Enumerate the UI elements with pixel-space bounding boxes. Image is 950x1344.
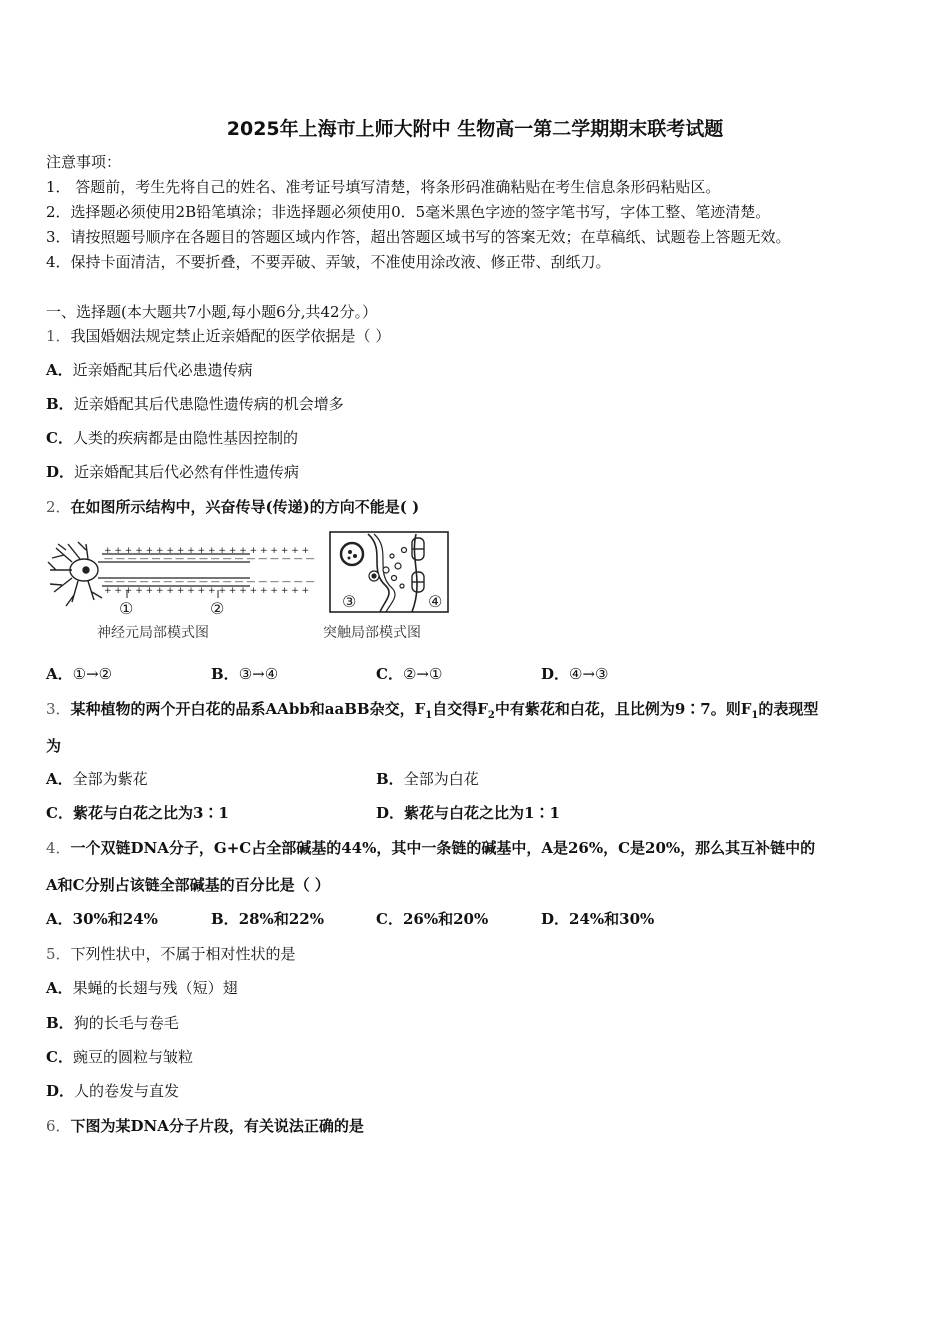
svg-text:— — — — — — — — — — — — — — —: — — — — — — — — — — — — — — — — — — — [104, 554, 315, 564]
question-stem: 在如图所示结构中，兴奋传导(传递)的方向不能是( ) — [70, 498, 420, 516]
question-number: 3． — [46, 700, 71, 718]
q3-option-a[interactable]: A．全部为紫花 — [46, 770, 148, 788]
neuron-diagram — [44, 540, 315, 620]
mitochondrion — [341, 543, 363, 565]
synapse-diagram — [328, 530, 450, 614]
fig2-caption: 突触局部模式图 — [323, 625, 421, 641]
q4-option-d[interactable]: D．24%和30% — [541, 910, 655, 928]
q2-option-d[interactable]: D．④→③ — [541, 665, 609, 683]
q1-option-b[interactable]: B．近亲婚配其后代患隐性遗传病的机会增多 — [46, 395, 344, 413]
svg-text:+ + + + + + + + + + + + + + +: + + + + + + + + + + + + + + + + + + + + — [104, 546, 310, 556]
svg-text:— — — — — — — — — — — — — — —: — — — — — — — — — — — — — — — — — — — [104, 577, 315, 587]
question-stem: 我国婚姻法规定禁止近亲婚配的医学依据是（ ） — [70, 327, 391, 345]
q5-option-a[interactable]: A．果蝇的长翅与残（短）翅 — [46, 979, 238, 997]
q5-option-d[interactable]: D．人的卷发与直发 — [46, 1082, 180, 1100]
neuron-cell-body — [48, 542, 102, 606]
q1-option-d[interactable]: D．近亲婚配其后代必然有伴性遗传病 — [46, 463, 300, 481]
question-number: 4． — [46, 839, 71, 857]
marker-1: ① — [119, 599, 134, 618]
q5-option-b[interactable]: B．狗的长毛与卷毛 — [46, 1014, 179, 1032]
q5-option-c[interactable]: C．豌豆的圆粒与皱粒 — [46, 1048, 193, 1066]
question-1 — [46, 326, 390, 346]
q1-option-c[interactable]: C．人类的疾病都是由隐性基因控制的 — [46, 429, 298, 447]
question-number: 6． — [46, 1117, 71, 1135]
page-title: 2025年上海市上师大附中 生物高一第二学期期末联考试题 — [226, 118, 724, 140]
q4-option-c[interactable]: C．26%和20% — [376, 910, 489, 928]
question-4: 4．一个双链DNA分子，G+C占全部碱基的44%，其中一条链的碱基中，A是26%，C是20%，那么其互补链中的 — [46, 839, 816, 857]
notice-item: 2．选择题必须使用2B铅笔填涂；非选择题必须使用0．5毫米黑色字迹的签字笔书写，字体工整、笔迹清楚。 — [46, 203, 771, 221]
question-2 — [46, 497, 419, 517]
q2-option-b[interactable]: B．③→④ — [211, 665, 279, 683]
question-3-tail: 为 — [46, 737, 62, 755]
question-number: 1． — [46, 327, 71, 345]
question-6: 6．下图为某DNA分子片段，有关说法正确的是 — [46, 1117, 364, 1135]
notice-item: 4．保持卡面清洁，不要折叠，不要弄破、弄皱，不准使用涂改液、修正带、刮纸刀。 — [46, 253, 611, 271]
axon-charges — [104, 546, 315, 596]
question-number: 5． — [46, 945, 71, 963]
notice-item: 3．请按照题号顺序在各题目的答题区域内作答，超出答题区域书写的答案无效；在草稿纸、试题卷上答题无效。 — [46, 228, 791, 246]
q2-option-c[interactable]: C．②→① — [376, 665, 443, 683]
q2-option-a[interactable]: A．①→② — [46, 665, 113, 683]
svg-text:+ + + + + + + + + + + + + + +: + + + + + + + + + + + + + + + + + + + + — [104, 586, 310, 596]
question-5: 5．下列性状中，不属于相对性状的是 — [46, 945, 296, 963]
notice-heading: 注意事项： — [46, 153, 122, 171]
q4-option-b[interactable]: B．28%和22% — [211, 910, 324, 928]
question-number: 2． — [46, 498, 71, 516]
notice-item: 1． 答题前，考生先将自己的姓名、准考证号填写清楚，将条形码准确粘贴在考生信息条形码粘贴区。 — [46, 178, 721, 196]
marker-3: ③ — [342, 592, 357, 611]
q3-option-b[interactable]: B．全部为白花 — [376, 770, 479, 788]
q3-option-c[interactable]: C．紫花与白花之比为3∶1 — [46, 804, 229, 822]
marker-4: ④ — [428, 592, 443, 611]
q1-option-a[interactable]: A．近亲婚配其后代必患遗传病 — [46, 361, 253, 379]
q3-option-d[interactable]: D．紫花与白花之比为1∶1 — [376, 804, 560, 822]
fig1-caption: 神经元局部模式图 — [97, 625, 209, 641]
section-heading: 一、选择题(本大题共7小题,每小题6分,共42分。） — [46, 303, 378, 321]
marker-2: ② — [210, 599, 225, 618]
q4-option-a[interactable]: A．30%和24% — [46, 910, 158, 928]
question-3: 3．某种植物的两个开白花的品系AAbb和aaBB杂交，$F_1$自交得$F_2$中有紫花和白花，且比例为9∶7。则$F_1$的表现型 — [46, 700, 819, 721]
question-4-tail: A和C分别占该链全部碱基的百分比是（ ） — [46, 876, 330, 894]
